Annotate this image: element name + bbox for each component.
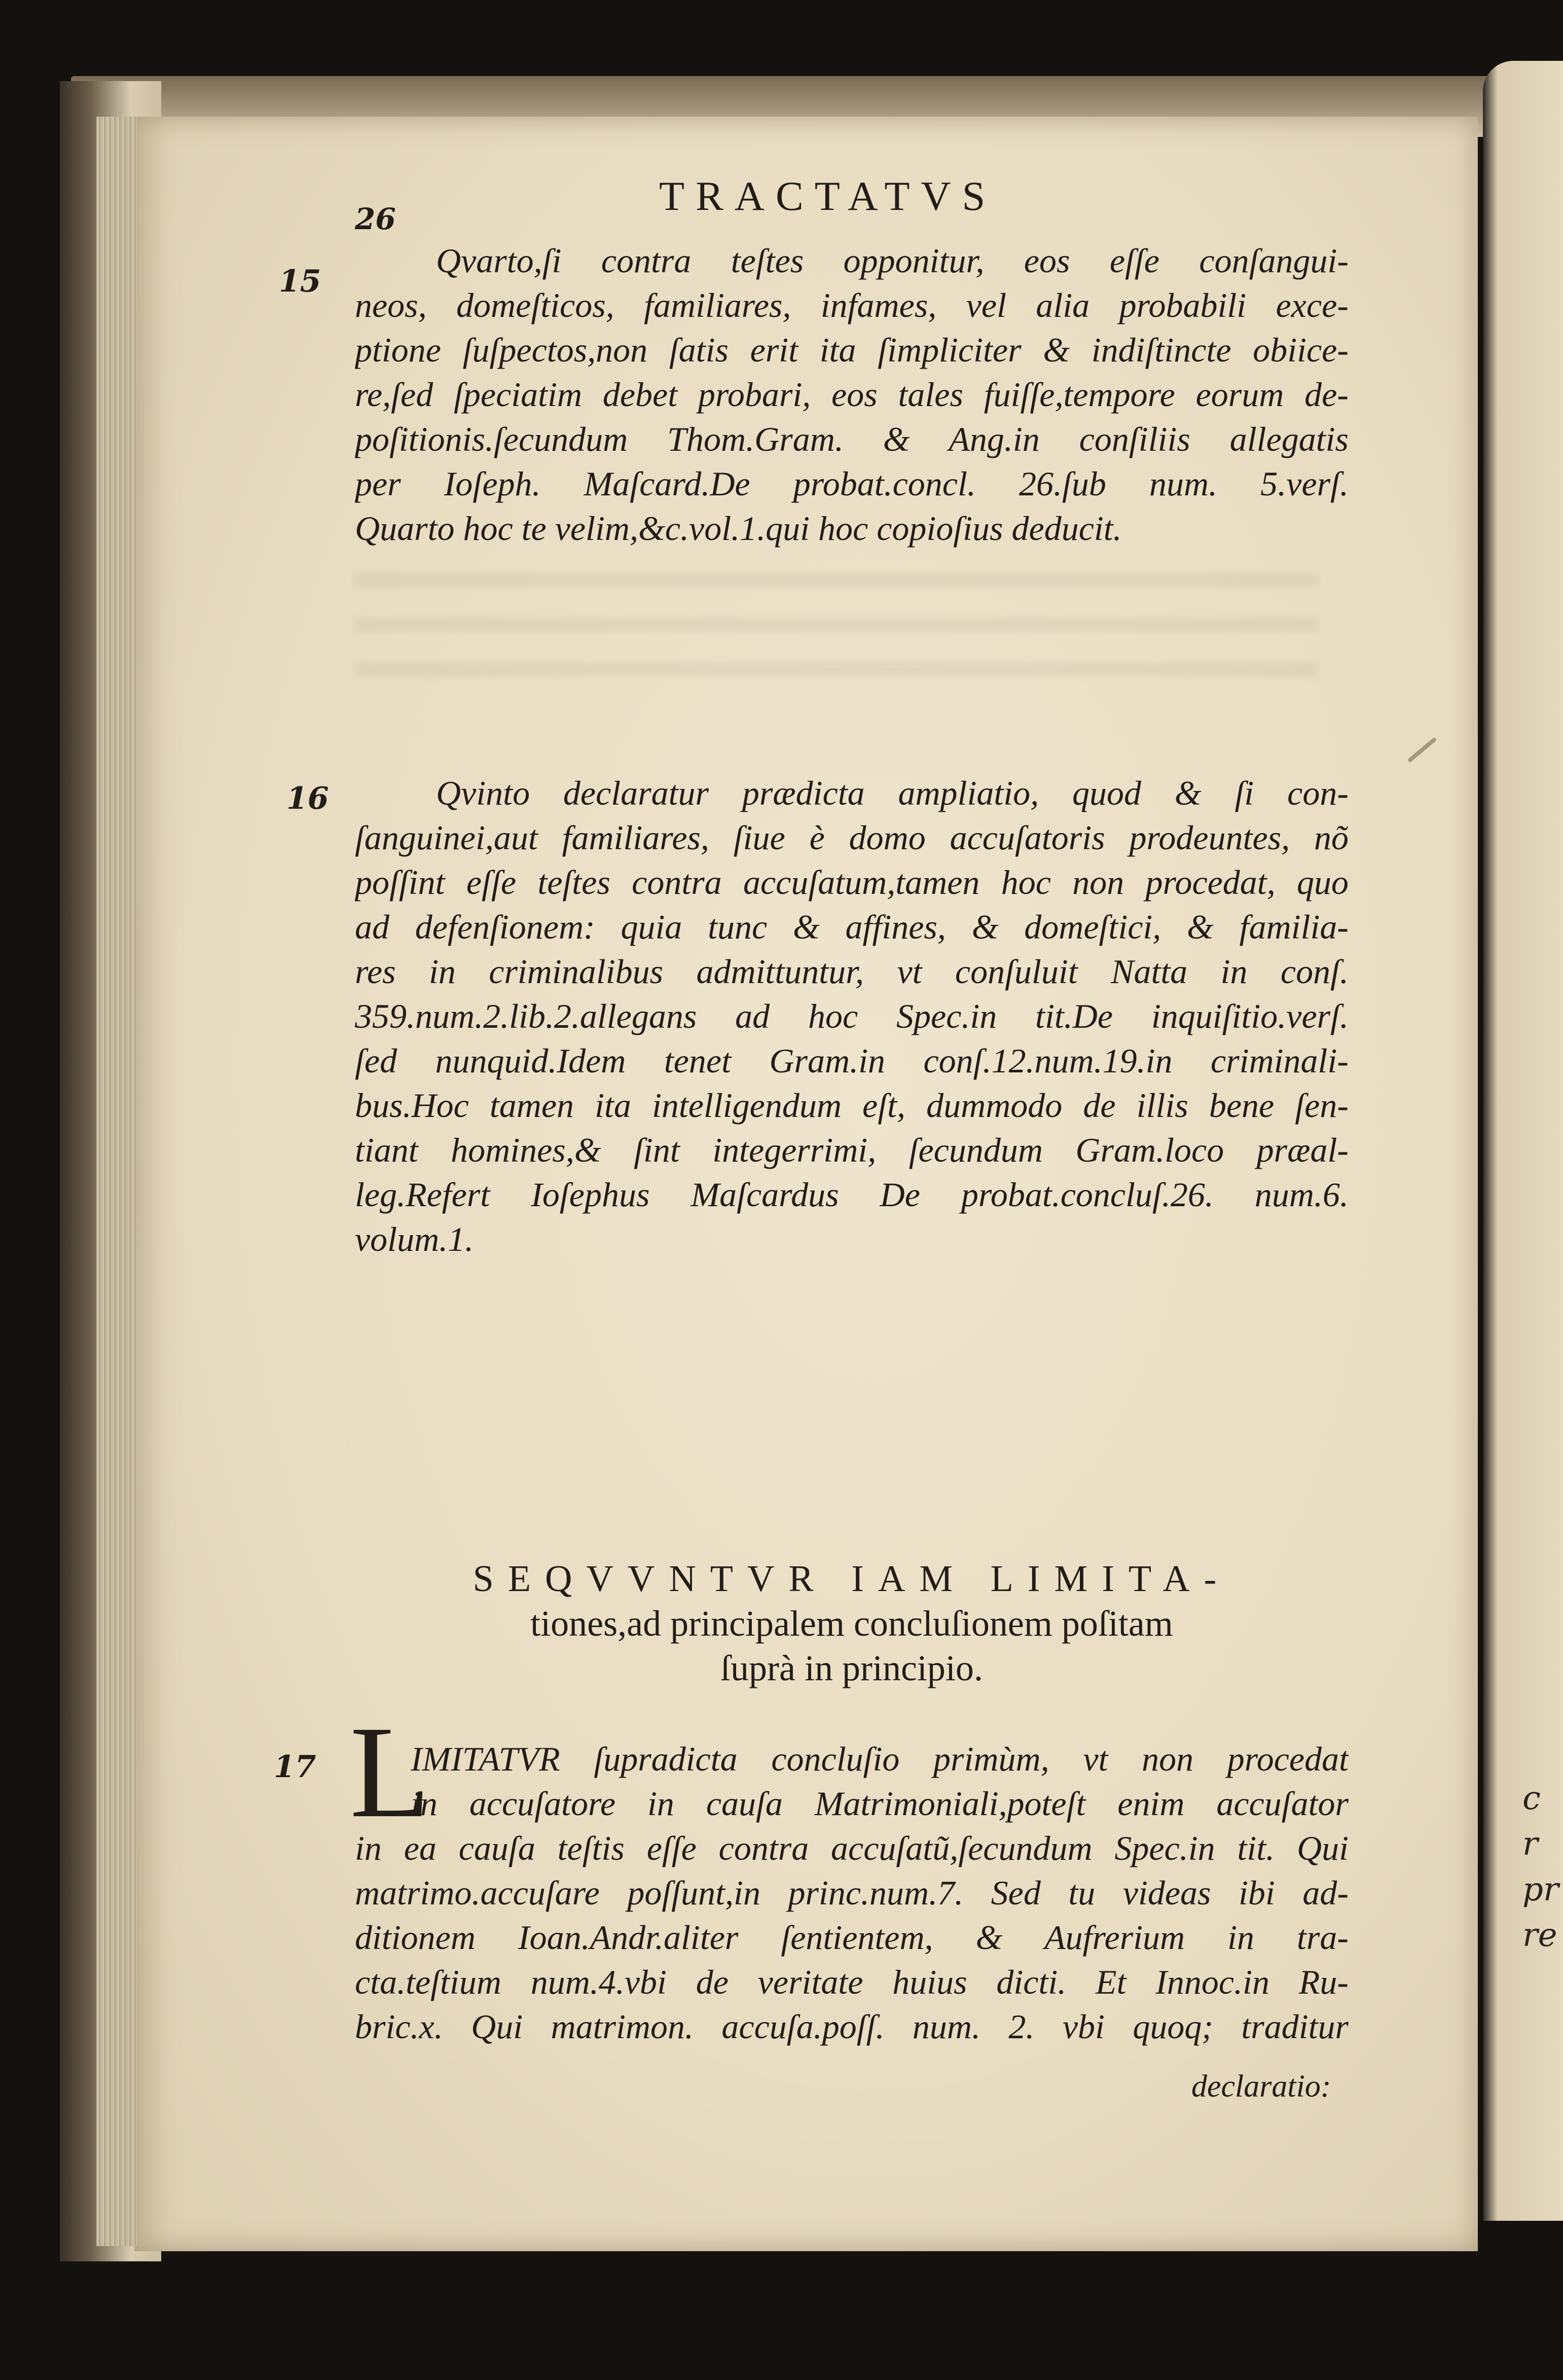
- facing-page-edge: [1483, 61, 1563, 2221]
- text-line: re,ſed ſpeciatim debet probari, eos tales fuiſſe,tempore eorum de-: [355, 375, 1349, 414]
- text-line: ad defenſionem: quia tunc & affines, & domeſtici, & familia-: [355, 908, 1349, 946]
- text-line: ditionem Ioan.Andr.aliter ſentientem, & Aufrerium in tra-: [355, 1918, 1349, 1957]
- text-line: Qvinto declaratur prædicta ampliatio, quod & ſi con-: [436, 774, 1349, 812]
- text-line: IMITATVR ſupradicta concluſio primùm, vt non procedat: [411, 1740, 1349, 1778]
- text-line: bus.Hoc tamen ita intelligendum eſt, dummodo de illis bene ſen-: [355, 1086, 1349, 1125]
- text-line: neos, domeſticos, familiares, infames, vel alia probabili exce-: [355, 286, 1349, 324]
- margin-number-16: 16: [286, 781, 329, 816]
- facing-page-fragment: re: [1522, 1917, 1557, 1954]
- text-line: in accuſatore in cauſa Matrimoniali,poteſt enim accuſator: [411, 1784, 1349, 1823]
- paragraph-17: [411, 1737, 1349, 1826]
- running-head: TRACTATVS: [659, 173, 997, 219]
- paragraph-17-continued: [355, 1826, 1349, 2049]
- facing-page-fragment: r: [1522, 1825, 1538, 1863]
- text-line: poſitionis.ſecundum Thom.Gram. & Ang.in conſiliis allegatis: [355, 420, 1349, 458]
- text-line: poſſint eſſe teſtes contra accuſatum,tamen hoc non procedat, quo: [355, 863, 1349, 901]
- page-stack-edges: [96, 117, 137, 2246]
- margin-number-15: 15: [279, 264, 321, 299]
- text-line: ſed nunquid.Idem tenet Gram.in conſ.12.num.19.in criminali-: [355, 1041, 1349, 1080]
- text-line: Qvarto,ſi contra teſtes opponitur, eos eſſe conſangui-: [436, 241, 1349, 280]
- text-line: 359.num.2.lib.2.allegans ad hoc Spec.in tit.De inquiſitio.verſ.: [355, 997, 1349, 1035]
- heading-line: ſuprà in principio.: [720, 1648, 983, 1688]
- text-line: bric.x. Qui matrimon. accuſa.poſſ. num. 2. vbi quoq; traditur: [355, 2007, 1349, 2046]
- text-line: res in criminalibus admittuntur, vt conſuluit Natta in conſ.: [355, 952, 1349, 991]
- text-line: Quarto hoc te velim,&c.vol.1.qui hoc copioſius deducit.: [355, 509, 1122, 548]
- text-line: per Ioſeph. Maſcard.De probat.concl. 26.ſub num. 5.verſ.: [355, 464, 1349, 503]
- text-line: volum.1.: [355, 1220, 474, 1258]
- heading-caps-line: SEQVVNTVR IAM LIMITA-: [472, 1558, 1231, 1600]
- show-through-bleed: [355, 573, 1318, 705]
- folio-number: 26: [355, 202, 396, 236]
- text-line: cta.teſtium num.4.vbi de veritate huius dicti. Et Innoc.in Ru-: [355, 1963, 1349, 2001]
- paragraph-15: [355, 238, 1349, 551]
- section-heading: [355, 1557, 1349, 1690]
- text-line: ſanguinei,aut familiares, ſiue è domo accuſatoris prodeuntes, nõ: [355, 818, 1349, 857]
- catchword: declaratio:: [1191, 2069, 1331, 2104]
- facing-page-fragment: pr: [1522, 1871, 1559, 1908]
- paragraph-16: [355, 771, 1349, 1261]
- text-line: leg.Refert Ioſephus Maſcardus De probat.concluſ.26. num.6.: [355, 1175, 1349, 1214]
- margin-number-17: 17: [274, 1749, 316, 1785]
- text-line: ptione ſuſpectos,non ſatis erit ita ſimpliciter & indiſtincte obiice-: [355, 331, 1349, 369]
- facing-page-fragment: c: [1522, 1780, 1541, 1817]
- text-line: matrimo.accuſare poſſunt,in princ.num.7. Sed tu videas ibi ad-: [355, 1873, 1349, 1912]
- heading-line: tiones,ad principalem concluſionem poſitam: [530, 1603, 1173, 1644]
- text-line: tiant homines,& ſint integerrimi, ſecundum Gram.loco præal-: [355, 1131, 1349, 1169]
- text-line: in ea cauſa teſtis eſſe contra accuſatũ,ſecundum Spec.in tit. Qui: [355, 1829, 1349, 1867]
- drop-capital: L: [350, 1699, 430, 1845]
